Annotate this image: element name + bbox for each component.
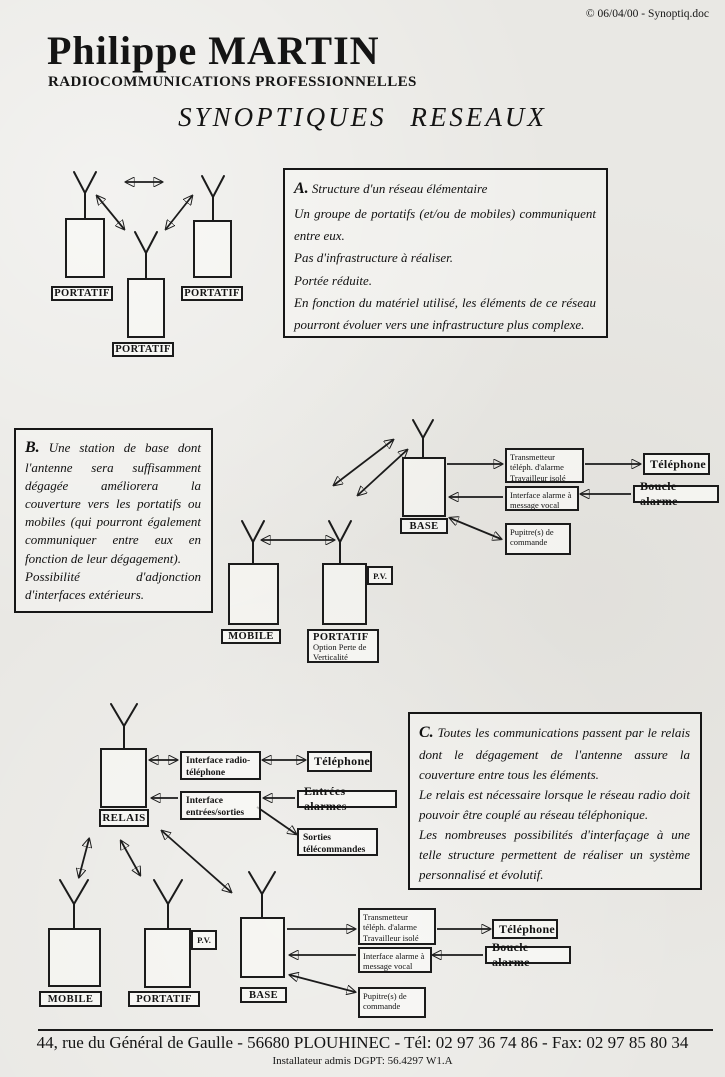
relais-device [100,748,147,808]
mobile-device [228,563,279,625]
company-name: Philippe MARTIN [47,28,380,73]
section-a-label: A. [294,180,309,197]
section-a-line: Pas d'infrastructure à réaliser. [294,250,454,266]
base-device [402,457,446,517]
base-label: BASE [400,518,448,534]
section-c-para: Les nombreuses possibilités d'interfaçage à une telle structure permettent de réaliser un système personnalisé et évolutif. [419,826,690,882]
boucle-alarme-box: Boucle alarme [485,946,571,964]
section-c-para: Le relais est nécessaire lorsque le réseau radio doit pouvoir être couplé au réseau téléphonique. [419,787,690,823]
telephone-box: Téléphone [643,453,710,475]
portatif-device [127,278,165,338]
portatif-label: PORTATIF [51,286,113,301]
portatif-label: PORTATIF Option Perte de Verticalité [307,629,379,663]
interface-radio-telephone-box: Interface radio-téléphone [180,751,261,780]
portatif-label: PORTATIF [112,342,174,357]
radio-link-arrow [97,182,192,229]
interface-alarme-box: Interface alarme à message vocal [358,947,432,973]
portatif-label: PORTATIF [128,991,200,1007]
portatif-option-label: Option Perte de Verticalité [313,642,367,662]
telephone-box: Téléphone [492,919,558,939]
footer-divider [38,1029,713,1031]
section-a-box [283,168,608,338]
page-title: SYNOPTIQUES RESEAUX [178,102,547,132]
radio-link-arrow [262,440,407,540]
relais-label: RELAIS [99,809,149,827]
section-a-line: Un groupe de portatifs (et/ou de mobiles) communiquent entre eux. [294,205,596,243]
footer-address: 44, rue du Général de Gaulle - 56680 PLOUHINEC - Tél: 02 97 36 74 86 - Fax: 02 97 85 80 34 [36,1033,689,1052]
portatif-device [65,218,105,278]
portatif-device [193,220,232,278]
pupitre-box: Pupitre(s) de commande [505,523,571,555]
company-subtitle: RADIOCOMMUNICATIONS PROFESSIONNELLES [48,74,417,90]
section-c-para: C. Toutes les communications passent par le relais dont le dégagement de l'antenne assure la couverture entre tous les éléments. [419,724,691,783]
portatif-device [322,563,367,625]
section-c-box [408,712,702,890]
section-a-line: En fonction du matériel utilisé, les éléments de ce réseau pourront évoluer vers une infrastructure plus complexe. [294,294,596,333]
pupitre-box: Pupitre(s) de commande [358,987,426,1018]
portatif-device [144,928,191,988]
pv-option-box: P.V. [191,930,217,950]
entrees-alarmes-box: Entrées alarmes [297,790,397,808]
section-b-box [14,428,213,613]
pv-option-box: P.V. [367,566,393,585]
portatif-label: PORTATIF [181,286,243,301]
section-c-label: C. [419,724,434,741]
base-label: BASE [240,987,287,1003]
interface-entrees-sorties-box: Interface entrées/sorties [180,791,261,820]
sorties-telecommandes-box: Sorties télécommandes [297,828,378,856]
transmetteur-box: Transmetteur téléph. d'alarme Travailleur isolé [358,908,436,945]
section-b-label: B. [25,439,40,456]
section-a-line: A. Structure d'un réseau élémentaire [294,180,488,197]
section-a-line: Portée réduite. [294,272,372,288]
transmetteur-box: Transmetteur téléph. d'alarme Travailleur isolé [505,448,584,483]
radio-link-arrow [79,831,231,892]
mobile-device [48,928,101,987]
section-b-para: B. Une station de base dont l'antenne sera suffisamment dégagée améliorera la couverture vers les portatifs ou mobiles (qui pourront également communiquer entre eux en fonction de leur dégagement). [25,439,202,566]
mobile-label: MOBILE [221,629,281,644]
copyright-note: © 06/04/00 - Synoptiq.doc [585,8,709,20]
boucle-alarme-box: Boucle alarme [633,485,719,503]
base-device [240,917,285,978]
mobile-label: MOBILE [39,991,102,1007]
telephone-box: Téléphone [307,751,372,772]
section-b-para: Possibilité d'adjonction d'interfaces extérieurs. [25,568,201,602]
footer-license: Installateur admis DGPT: 56.4297 W1.A [272,1055,453,1067]
interface-alarme-box: Interface alarme à message vocal [505,486,579,511]
